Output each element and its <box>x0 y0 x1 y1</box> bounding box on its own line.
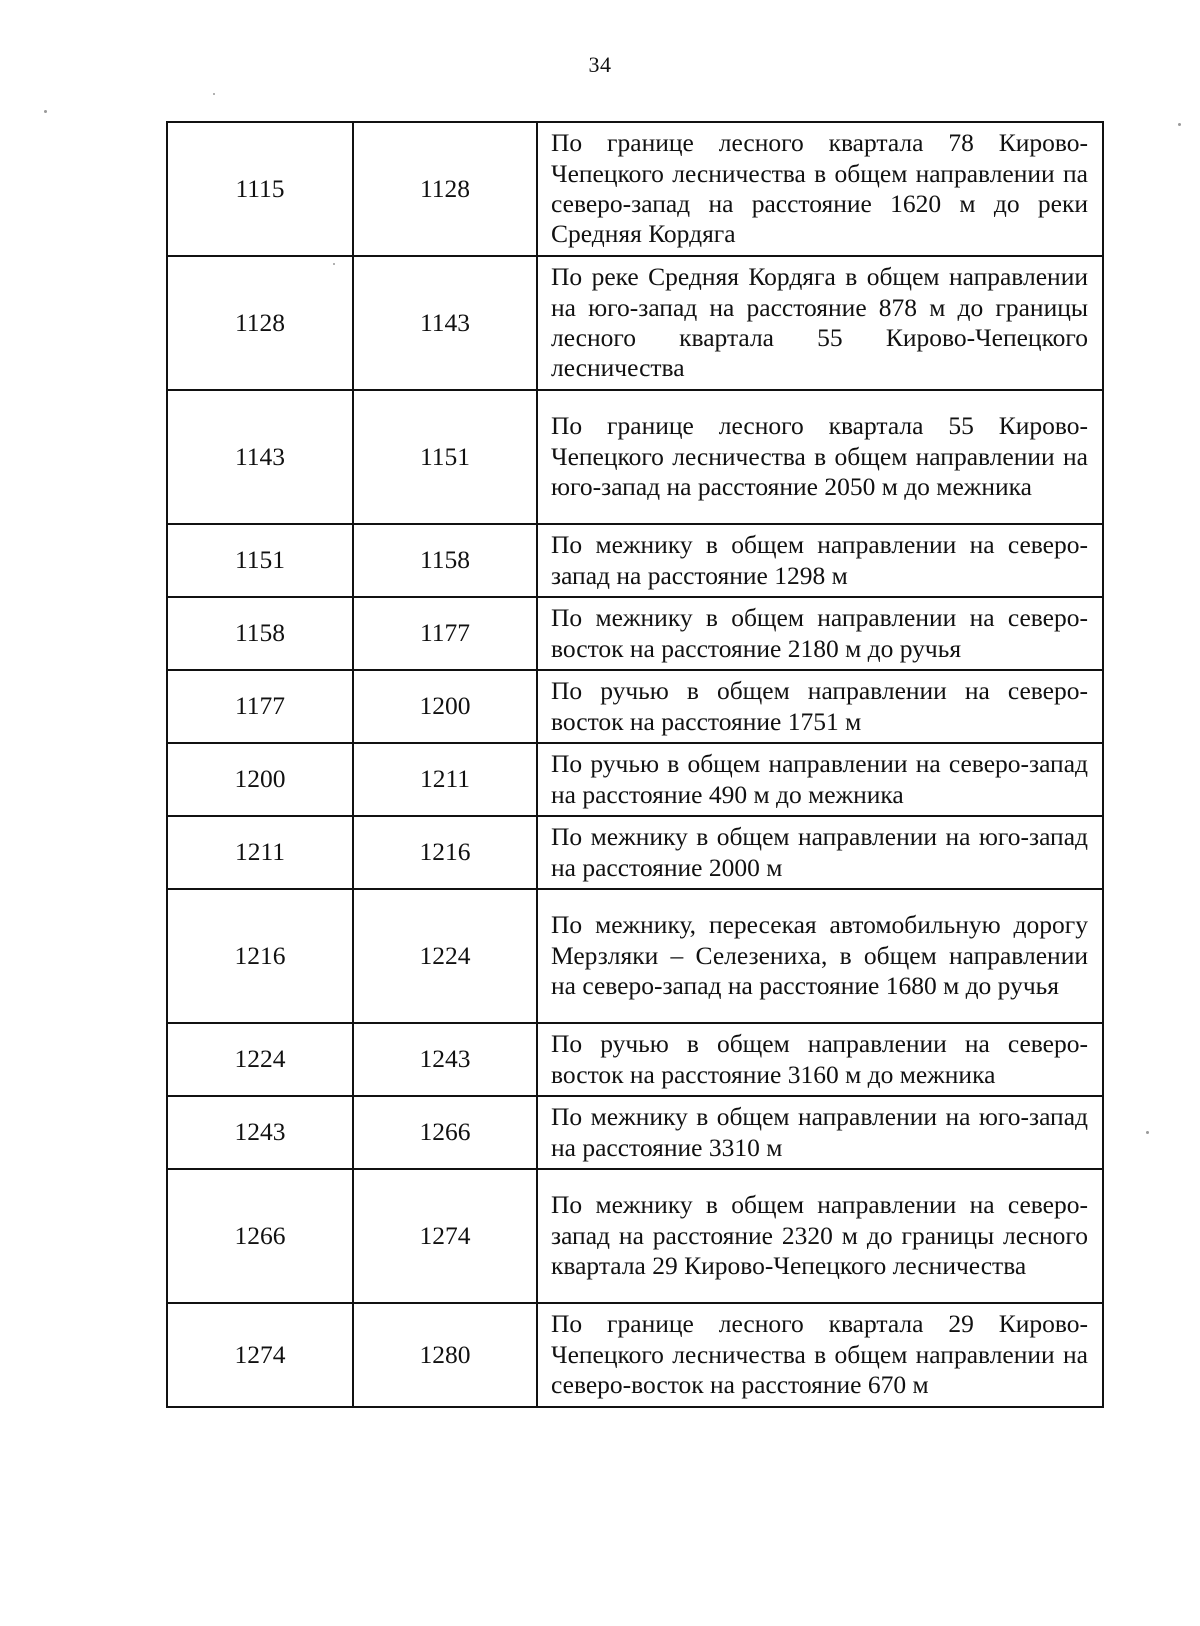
scan-speck <box>213 93 215 95</box>
table-row <box>167 889 1103 1023</box>
to-point-cell: 1224 <box>353 889 537 1023</box>
description-text: По межнику в общем направлении на юго-запад на расстояние 2000 м <box>551 822 1088 882</box>
description-cell <box>537 1096 1103 1169</box>
from-point-cell: 1143 <box>167 390 353 524</box>
scan-speck <box>44 110 47 113</box>
description-text: По границе лесного квартала 29 Кирово-Чепецкого лесничества в общем направлении на северо-восток на расстояние 670 м <box>551 1309 1088 1400</box>
description-cell <box>537 524 1103 597</box>
from-point-cell: 1216 <box>167 889 353 1023</box>
to-point-cell: 1143 <box>353 256 537 390</box>
to-point-cell: 1211 <box>353 743 537 816</box>
table-row <box>167 524 1103 597</box>
page-number: 34 <box>588 52 612 77</box>
to-point-cell: 1274 <box>353 1169 537 1303</box>
boundary-table <box>166 121 1104 1408</box>
description-text: По ручью в общем направлении на северо-восток на расстояние 3160 м до межника <box>551 1029 1088 1089</box>
description-text: По границе лесного квартала 78 Кирово-Чепецкого лесничества в общем направлении па северо-запад на расстояние 1620 м до реки Средняя Кордяга <box>551 128 1088 249</box>
table-row <box>167 597 1103 670</box>
description-cell <box>537 743 1103 816</box>
table-row <box>167 1169 1103 1303</box>
to-point-cell: 1158 <box>353 524 537 597</box>
to-point-cell: 1266 <box>353 1096 537 1169</box>
table-row <box>167 256 1103 390</box>
boundary-table-container <box>166 121 1102 1408</box>
from-point-cell: 1115 <box>167 122 353 256</box>
description-cell <box>537 122 1103 256</box>
to-point-cell: 1200 <box>353 670 537 743</box>
to-point-cell: 1280 <box>353 1303 537 1407</box>
from-point-cell: 1211 <box>167 816 353 889</box>
description-text: По межнику, пересекая автомобильную дорогу Мерзляки – Селезениха, в общем направлении на северо-запад на расстояние 1680 м до ручья <box>551 910 1088 1001</box>
to-point-cell: 1243 <box>353 1023 537 1096</box>
description-text: По ручью в общем направлении на северо-запад на расстояние 490 м до межника <box>551 749 1088 809</box>
description-text: По границе лесного квартала 55 Кирово-Чепецкого лесничества в общем направлении на юго-запад на расстояние 2050 м до межника <box>551 411 1088 502</box>
from-point-cell: 1266 <box>167 1169 353 1303</box>
to-point-cell: 1177 <box>353 597 537 670</box>
from-point-cell: 1128 <box>167 256 353 390</box>
from-point-cell: 1200 <box>167 743 353 816</box>
description-cell <box>537 1023 1103 1096</box>
description-text: По реке Средняя Кордяга в общем направлении на юго-запад на расстояние 878 м до границы лесного квартала 55 Кирово-Чепецкого лесничества <box>551 262 1088 383</box>
description-cell <box>537 256 1103 390</box>
description-cell <box>537 816 1103 889</box>
from-point-cell: 1151 <box>167 524 353 597</box>
description-text: По ручью в общем направлении на северо-восток на расстояние 1751 м <box>551 676 1088 736</box>
from-point-cell: 1274 <box>167 1303 353 1407</box>
from-point-cell: 1224 <box>167 1023 353 1096</box>
description-text: По межнику в общем направлении на юго-запад на расстояние 3310 м <box>551 1102 1088 1162</box>
table-row <box>167 390 1103 524</box>
to-point-cell: 1128 <box>353 122 537 256</box>
table-row <box>167 743 1103 816</box>
description-cell <box>537 390 1103 524</box>
scan-speck <box>1146 1131 1149 1134</box>
to-point-cell: 1151 <box>353 390 537 524</box>
description-text: По межнику в общем направлении на северо-запад на расстояние 2320 м до границы лесного квартала 29 Кирово-Чепецкого лесничества <box>551 1190 1088 1281</box>
table-row <box>167 1023 1103 1096</box>
table-row <box>167 122 1103 256</box>
from-point-cell: 1158 <box>167 597 353 670</box>
description-cell <box>537 889 1103 1023</box>
scan-speck <box>1178 123 1181 126</box>
description-cell <box>537 670 1103 743</box>
table-row <box>167 816 1103 889</box>
to-point-cell: 1216 <box>353 816 537 889</box>
table-row <box>167 1096 1103 1169</box>
table-row <box>167 1303 1103 1407</box>
from-point-cell: 1177 <box>167 670 353 743</box>
from-point-cell: 1243 <box>167 1096 353 1169</box>
description-cell <box>537 1303 1103 1407</box>
description-text: По межнику в общем направлении на северо-восток на расстояние 2180 м до ручья <box>551 603 1088 663</box>
table-row <box>167 670 1103 743</box>
description-cell <box>537 597 1103 670</box>
description-cell <box>537 1169 1103 1303</box>
description-text: По межнику в общем направлении на северо-запад на расстояние 1298 м <box>551 530 1088 590</box>
